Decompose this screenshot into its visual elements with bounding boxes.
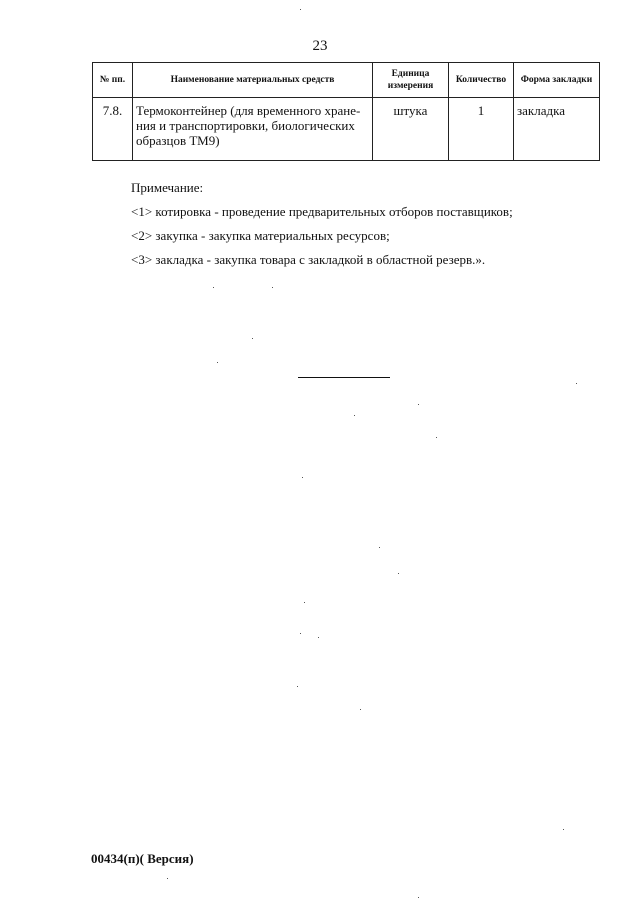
scan-speck [398,573,399,574]
notes-title: Примечание: [131,180,204,195]
scan-speck [379,547,380,548]
header-unit: Единица измерения [373,63,449,98]
scan-speck [304,602,305,603]
note-item: <1> котировка - проведение предварительных отборов поставщиков; [131,204,513,219]
cell-num: 7.8. [93,98,133,161]
scan-speck [360,709,361,710]
scan-speck [563,829,564,830]
header-num: № пп. [93,63,133,98]
cell-form: закладка [514,98,600,161]
header-name: Наименование материальных средств [133,63,373,98]
scan-speck [272,287,273,288]
scan-speck [252,338,253,339]
scan-speck [418,897,419,898]
scan-speck [576,383,577,384]
note-item: <3> закладка - закупка товара с закладкой в областной резерв.». [131,252,486,267]
scan-speck [354,415,355,416]
table-header-row [93,63,600,98]
scan-speck [300,9,301,10]
cell-unit: штука [373,98,449,161]
notes-section [131,180,513,276]
scan-speck [436,437,437,438]
scan-speck [213,287,214,288]
header-form: Форма закладки [514,63,600,98]
scan-speck [217,362,218,363]
scan-speck [300,633,301,634]
header-qty: Количество [449,63,514,98]
note-item: <2> закупка - закупка материальных ресурсов; [131,228,390,243]
cell-qty: 1 [449,98,514,161]
scan-speck [318,637,319,638]
scan-speck [302,477,303,478]
page-number: 23 [312,38,328,54]
footer-code: 00434(п)( Версия) [91,851,194,866]
materials-table [92,62,600,161]
scan-speck [297,686,298,687]
table-row [93,98,600,161]
scan-speck [167,878,168,879]
separator-line [298,377,390,378]
cell-name: Термоконтейнер (для временного хране-ния и транспортировки, биологических образцов ТМ9) [133,98,373,161]
scan-speck [418,404,419,405]
